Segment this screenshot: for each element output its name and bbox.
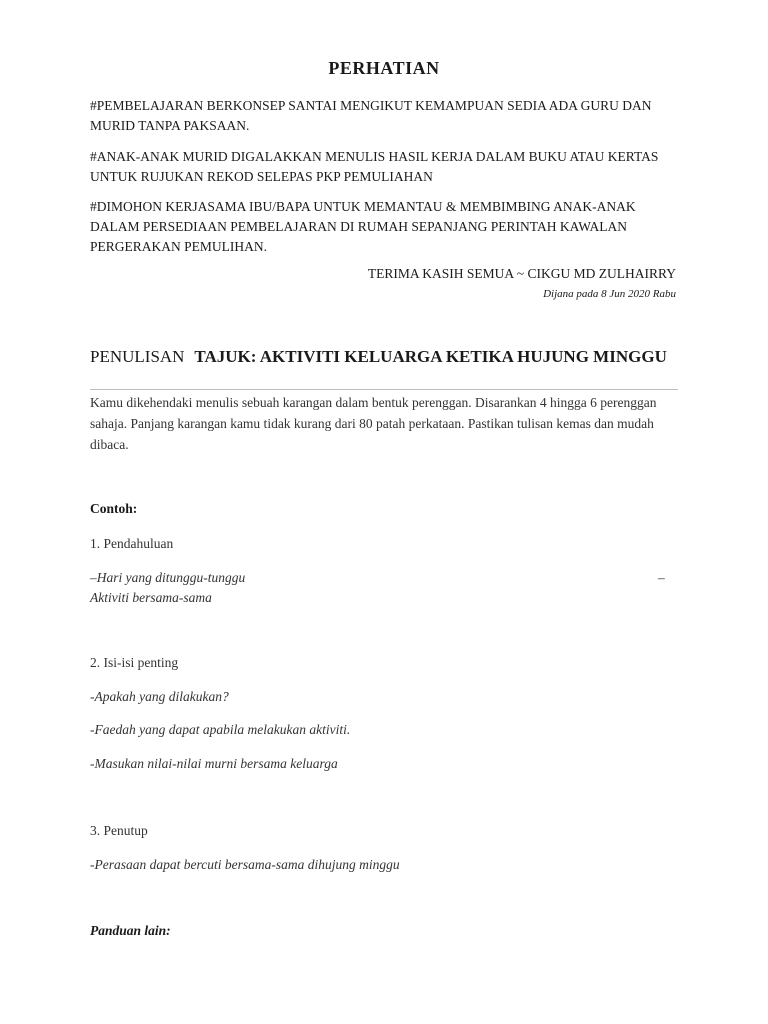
- section-heading-body: 2. Isi-isi penting: [90, 655, 179, 670]
- notice-line-3: #DIMOHON KERJASAMA IBU/BAPA UNTUK MEMANTAU & MEMBIMBING ANAK-ANAK DALAM PERSEDIAAN PEMBELAJARAN DI RUMAH SEPANJANG PERINTAH KAWALAN PERGERAKAN PEMULIHAN.: [90, 199, 636, 254]
- notice-title: PERHATIAN: [328, 58, 440, 78]
- task-instructions: Kamu dikehendaki menulis sebuah karangan dalam bentuk perenggan. Disarankan 4 hingga 6 perenggan sahaja. Panjang karangan kamu tidak kurang dari 80 patah perkataan. Pastikan tulisan kemas dan mudah dibaca.: [90, 395, 657, 452]
- task-title: TAJUK: AKTIVITI KELUARGA KETIKA HUJUNG MINGGU: [194, 347, 667, 366]
- generated-date: Dijana pada 8 Jun 2020 Rabu: [543, 288, 676, 300]
- section-heading-intro: 1. Pendahuluan: [90, 536, 174, 551]
- intro-point-2: Aktiviti bersama-sama: [90, 590, 212, 605]
- thanks-signature: TERIMA KASIH SEMUA ~ CIKGU MD ZULHAIRRY: [367, 266, 676, 281]
- body-point-3: -Masukan nilai-nilai murni bersama keluarga: [90, 756, 338, 771]
- body-point-2: -Faedah yang dapat apabila melakukan aktiviti.: [90, 722, 351, 737]
- intro-dash: –: [658, 570, 665, 585]
- section-heading-closing: 3. Penutup: [90, 823, 148, 838]
- notice-line-1: #PEMBELAJARAN BERKONSEP SANTAI MENGIKUT KEMAMPUAN SEDIA ADA GURU DAN MURID TANPA PAKSAAN.: [90, 98, 652, 133]
- intro-point-1: –Hari yang ditunggu-tunggu: [90, 570, 246, 585]
- notice-line-2: #ANAK-ANAK MURID DIGALAKKAN MENULIS HASIL KERJA DALAM BUKU ATAU KERTAS UNTUK RUJUKAN REKOD SELEPAS PKP PEMULIAHAN: [90, 149, 659, 184]
- example-label: Contoh:: [90, 501, 138, 516]
- body-point-1: -Apakah yang dilakukan?: [90, 689, 229, 704]
- heading-divider: [90, 389, 678, 390]
- closing-point-1: -Perasaan dapat bercuti bersama-sama dihujung minggu: [90, 857, 400, 872]
- task-lead: PENULISAN: [90, 347, 185, 366]
- task-heading: [90, 347, 680, 367]
- other-guide-label: Panduan lain:: [90, 923, 171, 938]
